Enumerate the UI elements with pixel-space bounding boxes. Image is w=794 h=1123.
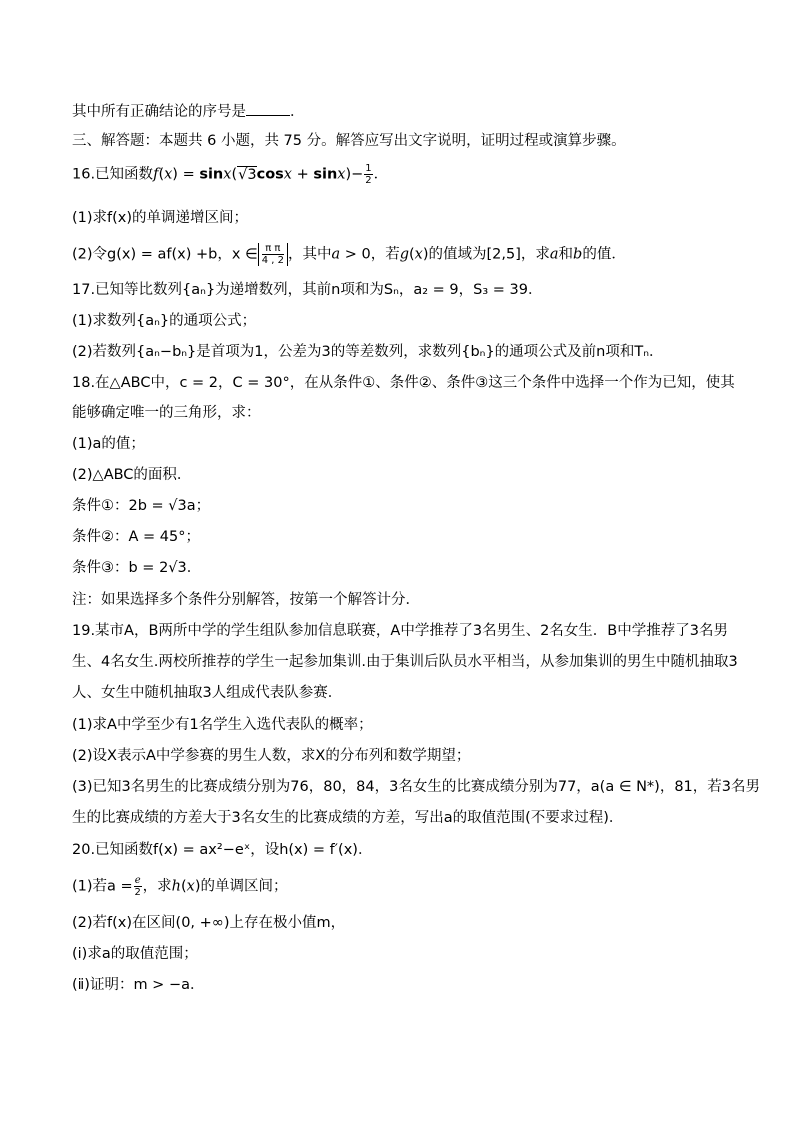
q19-part3-1: (3)已知3名男生的比赛成绩分别为76，80，84，3名女生的比赛成绩分别为77，a(a ∈ N*)，81，若3名男 [72,779,760,795]
q20-part2: (2)若f(x)在区间(0, +∞)上存在极小值m， [72,915,346,931]
q20-part2-i: (ⅰ)求a的取值范围； [72,946,198,962]
q19-stem-2: 生、4名女生.两校所推荐的学生一起参加集训.由于集训后队员水平相当，从参加集训的男生中随机抽取3 [72,654,738,670]
q16-stem: 16.已知函数f(x) = sinx(√3cosx + sinx)− $\frac{1}{2}$ ． [72,163,389,186]
q19-part1: (1)求A中学至少有1名学生入选代表队的概率； [72,717,373,733]
answer-blank [246,101,290,116]
q19-stem-1: 19.某市A，B两所中学的学生组队参加信息联赛，A中学推荐了3名男生、2名女生．B中学推荐了3名男 [72,623,728,639]
interval-bracket: $\frac{\text{π π}}{4 , 2}$ [258,243,288,266]
q18-part2: (2)△ABC的面积． [72,467,192,483]
q17-stem: 17.已知等比数列{aₙ}为递增数列，其前n项和为Sₙ，a₂ = 9，S₃ = 39． [72,282,543,298]
section-title: 三、解答题：本题共 6 小题，共 75 分。解答应写出文字说明，证明过程或演算步骤。 [72,133,626,149]
q18-cond3: 条件③：b = 2√3． [72,560,202,576]
q18-stem-2: 能够确定唯一的三角形，求： [72,405,261,421]
q20-part2-ii: (ⅱ)证明：m > −a． [72,977,205,993]
q16-part1: (1)求f(x)的单调递增区间； [72,210,249,226]
q17-part1: (1)求数列{aₙ}的通项公式； [72,313,257,329]
q18-part1: (1)a的值； [72,436,145,452]
q18-stem-1: 18.在△ABC中，c = 2，C = 30°，在从条件①、条件②、条件③这三个条件中选择一个作为已知，使其 [72,375,735,391]
fraction-1-2: $\frac{1}{2}$ [365,163,372,186]
q19-part2: (2)设X表示A中学参赛的男生人数，求X的分布列和数学期望； [72,748,471,764]
q18-cond2: 条件②：A = 45°； [72,529,200,545]
q20-stem: 20.已知函数f(x) = ax²−eˣ，设h(x) = f′(x)． [72,842,373,858]
q16-part2: (2)令g(x) = af(x) +b，x ∈ $\frac{\text{π π}}{4 , 2}$ ，其中a > 0，若g(x)的值域为[2,5]，求a和b的值． [72,243,626,266]
q18-cond1: 条件①：2b = √3a； [72,498,211,514]
line-1: 其中所有正确结论的序号是 ． [72,101,734,122]
q19-stem-3: 人、女生中随机抽取3人组成代表队参赛． [72,685,343,701]
q20-part1: (1)若a = $\frac{e}{2}$ ，求h(x)的单调区间； [72,875,288,898]
q18-note: 注：如果选择多个条件分别解答，按第一个解答计分． [72,592,420,608]
q17-part2: (2)若数列{aₙ−bₙ}是首项为1，公差为3的等差数列，求数列{bₙ}的通项公式及前n项和Tₙ． [72,344,664,360]
q19-part3-2: 生的比赛成绩的方差大于3名女生的比赛成绩的方差，写出a的取值范围(不要求过程)． [72,810,624,826]
fraction-e-2: $\frac{e}{2}$ [134,875,141,898]
